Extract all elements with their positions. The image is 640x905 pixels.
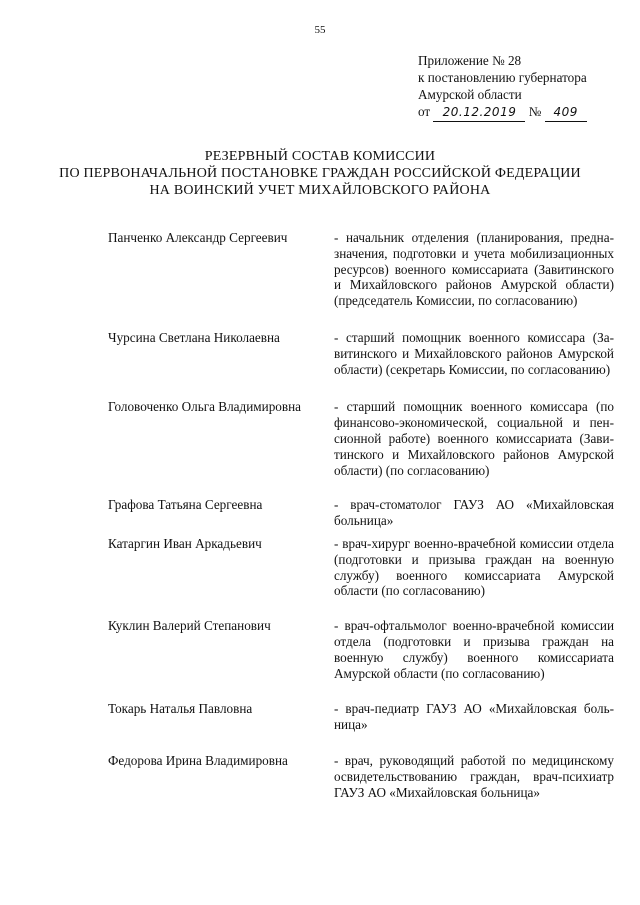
member-entry [108, 701, 614, 733]
member-role: - старший помощник военного комиссара (по финансово-экономической, социальной и пенсионной работе) военного комиссариата (Завитинского и Михайловского районов Амурской области) (по согласованию) [334, 399, 614, 478]
member-list [108, 230, 614, 800]
handwritten-date: 20.12.2019 [433, 104, 525, 122]
member-entry [108, 618, 614, 681]
member-entry [108, 230, 614, 309]
member-name: Катаргин Иван Аркадьевич [108, 535, 262, 551]
appendix-header [418, 52, 587, 122]
member-name: Токарь Наталья Павловна [108, 701, 253, 717]
handwritten-number: 409 [545, 104, 587, 122]
appendix-date-line [418, 103, 587, 122]
appendix-line-2: к постановлению губернатора [418, 70, 587, 85]
document-title [0, 148, 640, 199]
member-role: - врач-педиатр ГАУЗ АО «Михайловская больница» [334, 701, 614, 733]
member-role: - врач-хирург военно-врачебной комиссии отдела (подготовки и призыва граждан на военную службу) военного комиссариата Амурской области (по согласованию) [334, 535, 614, 599]
member-name: Куклин Валерий Степанович [108, 618, 271, 634]
member-name: Панченко Александр Сергеевич [108, 230, 288, 245]
title-line-3: НА ВОИНСКИЙ УЧЕТ МИХАЙЛОВСКОГО РАЙОНА [149, 183, 491, 198]
title-line-1: РЕЗЕРВНЫЙ СОСТАВ КОМИССИИ [204, 149, 436, 164]
page-number: 55 [314, 24, 326, 36]
member-name: Федорова Ирина Владимировна [108, 752, 288, 768]
member-name: Чурсина Светлана Николаевна [108, 329, 280, 345]
member-name: Головоченко Ольга Владимировна [108, 399, 302, 415]
member-role: - врач, руководящий работой по медицинскому освидетельствованию граждан, врач-психиатр ГАУЗ АО «Михайловская больница» [334, 752, 614, 800]
member-entry [108, 330, 614, 377]
member-name: Графова Татьяна Сергеевна [108, 497, 263, 513]
member-entry [108, 536, 614, 599]
appendix-line-3: Амурской области [418, 87, 522, 102]
member-entry [108, 753, 614, 800]
member-role: - врач-стоматолог ГАУЗ АО «Михайловская больница» [334, 497, 614, 529]
member-entry [108, 497, 614, 529]
number-prefix: № [528, 104, 542, 119]
member-entry [108, 399, 614, 478]
member-role: - старший помощник военного комиссара (Завитинского и Михайловского районов Амурской области) (секретарь Комиссии, по согласованию) [334, 329, 614, 377]
date-prefix: от [418, 104, 431, 119]
title-line-2: ПО ПЕРВОНАЧАЛЬНОЙ ПОСТАНОВКЕ ГРАЖДАН РОССИЙСКОЙ ФЕДЕРАЦИИ [59, 166, 581, 181]
appendix-line-1: Приложение № 28 [418, 53, 522, 68]
member-role: - начальник отделения (планирования, предназначения, подготовки и учета мобилизационных ресурсов) военного комиссариата (Завитинского и Михайловского районов Амурской области) (председатель Комиссии, по согласованию) [334, 230, 614, 309]
member-role: - врач-офтальмолог военно-врачебной комиссии отдела (подготовки и призыва граждан на военную службу) военного комиссариата Амурской области (по согласованию) [334, 618, 614, 681]
